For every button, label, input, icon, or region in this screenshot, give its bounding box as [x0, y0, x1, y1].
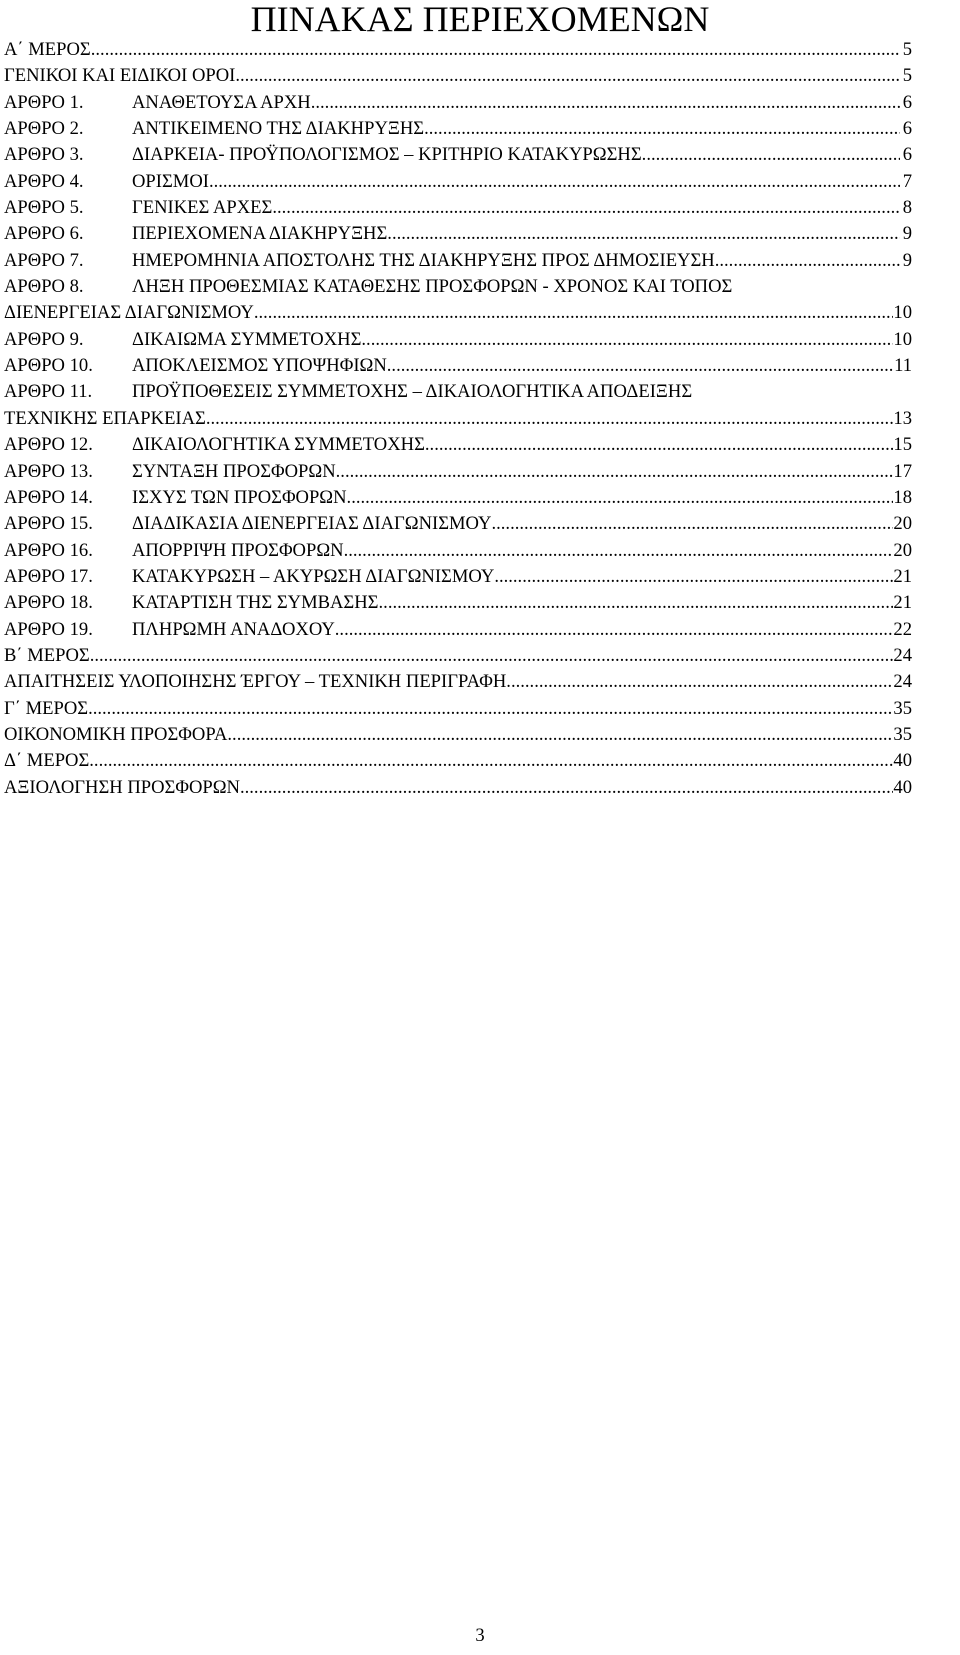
table-of-contents	[4, 37, 912, 801]
toc-entry-title: Α΄ ΜΕΡΟΣ	[4, 39, 91, 60]
toc-entry-title: Δ΄ ΜΕΡΟΣ	[4, 750, 90, 772]
toc-entry-line	[4, 590, 912, 616]
toc-entry-line	[4, 722, 912, 748]
toc-entry[interactable]	[4, 643, 912, 669]
toc-entry[interactable]	[4, 748, 912, 774]
toc-entry-title: ΟΙΚΟΝΟΜΙΚΗ ΠΡΟΣΦΟΡΑ	[4, 723, 228, 745]
toc-leader-dots	[227, 722, 893, 748]
toc-page-number: 10	[893, 328, 912, 350]
toc-leader-dots	[424, 116, 900, 142]
toc-entry-line	[4, 669, 912, 695]
toc-article-number: ΑΡΘΡΟ 18.	[4, 592, 93, 614]
toc-page-number: 18	[893, 486, 912, 508]
toc-entry-title: ΑΞΙΟΛΟΓΗΣΗ ΠΡΟΣΦΟΡΩΝ	[4, 776, 240, 798]
toc-page-number: 20	[893, 539, 912, 561]
toc-entry-line	[4, 142, 912, 168]
toc-leader-dots	[387, 221, 900, 247]
toc-entry[interactable]	[4, 353, 912, 379]
toc-entry-title: ΔΙΚΑΙΩΜΑ ΣΥΜΜΕΤΟΧΗΣ	[132, 328, 362, 350]
toc-entry-line	[4, 195, 912, 221]
toc-entry[interactable]	[4, 379, 912, 432]
toc-leader-dots	[347, 485, 894, 511]
toc-leader-dots	[425, 432, 894, 458]
toc-entry-title: ΑΠΟΡΡΙΨΗ ΠΡΟΣΦΟΡΩΝ	[132, 539, 344, 561]
toc-article-number: ΑΡΘΡΟ 15.	[4, 513, 93, 535]
toc-page-number: 24	[893, 671, 912, 693]
toc-article-number: ΑΡΘΡΟ 3.	[4, 144, 84, 166]
toc-entry-title: ΔΙΕΝΕΡΓΕΙΑΣ ΔΙΑΓΩΝΙΣΜΟΥ	[4, 302, 254, 324]
toc-entry-title: Β΄ ΜΕΡΟΣ	[4, 644, 90, 666]
toc-entry-line	[4, 37, 912, 63]
toc-article-number: ΑΡΘΡΟ 2.	[4, 118, 84, 140]
toc-leader-dots	[89, 748, 893, 774]
toc-entry-line	[4, 221, 912, 247]
toc-leader-dots	[506, 669, 893, 695]
toc-leader-dots	[311, 90, 900, 116]
toc-entry[interactable]	[4, 669, 912, 695]
toc-entry[interactable]	[4, 538, 912, 564]
toc-leader-dots	[387, 353, 894, 379]
toc-page-number: 17	[893, 460, 912, 482]
toc-leader-dots	[90, 643, 894, 669]
toc-entry-line	[4, 485, 912, 511]
toc-page-number: 20	[893, 513, 912, 535]
toc-page-number: 6	[902, 91, 912, 113]
toc-entry-title: ΔΙΑΔΙΚΑΣΙΑ ΔΙΕΝΕΡΓΕΙΑΣ ΔΙΑΓΩΝΙΣΜΟΥ	[132, 513, 492, 535]
toc-entry-title: ΑΝΤΙΚΕΙΜΕΝΟ ΤΗΣ ΔΙΑΚΗΡΥΞΗΣ	[132, 118, 425, 140]
toc-article-number: ΑΡΘΡΟ 1.	[4, 91, 84, 113]
toc-entry-line	[4, 300, 912, 326]
toc-page-number: 35	[893, 723, 912, 745]
toc-article-number: ΑΡΘΡΟ 5.	[4, 197, 84, 219]
toc-entry[interactable]	[4, 195, 912, 221]
toc-entry-title: ΔΙΚΑΙΟΛΟΓΗΤΙΚΑ ΣΥΜΜΕΤΟΧΗΣ	[132, 434, 425, 456]
toc-leader-dots	[379, 590, 894, 616]
toc-entry-title: ΑΠΟΚΛΕΙΣΜΟΣ ΥΠΟΨΗΦΙΩΝ	[132, 355, 387, 377]
toc-entry[interactable]	[4, 564, 912, 590]
toc-entry-line	[4, 748, 912, 774]
toc-entry-title: ΚΑΤΑΡΤΙΣΗ ΤΗΣ ΣΥΜΒΑΣΗΣ	[132, 592, 379, 614]
page-number: 3	[475, 1625, 485, 1646]
toc-entry-line	[4, 564, 912, 590]
toc-article-number: ΑΡΘΡΟ 10.	[4, 355, 93, 377]
toc-article-number: ΑΡΘΡΟ 19.	[4, 618, 93, 640]
toc-page-number: 40	[893, 776, 912, 798]
toc-page-number: 21	[893, 565, 912, 587]
toc-leader-dots	[344, 538, 894, 564]
toc-entry-line	[4, 538, 912, 564]
toc-entry[interactable]	[4, 432, 912, 458]
toc-entry[interactable]	[4, 116, 912, 142]
toc-entry-line	[4, 116, 912, 142]
toc-entry-line	[4, 327, 912, 353]
toc-entry-title: ΗΜΕΡΟΜΗΝΙΑ ΑΠΟΣΤΟΛΗΣ ΤΗΣ ΔΙΑΚΗΡΥΞΗΣ ΠΡΟΣ ΔΗΜΟΣΙΕΥΣΗ	[132, 249, 715, 271]
toc-leader-dots	[91, 37, 900, 63]
toc-entry-title: ΤΕΧΝΙΚΗΣ ΕΠΑΡΚΕΙΑΣ	[4, 407, 206, 429]
toc-page-number: 21	[893, 592, 912, 614]
toc-entry[interactable]	[4, 248, 912, 274]
toc-page-number: 5	[902, 39, 912, 60]
toc-article-number: ΑΡΘΡΟ 12.	[4, 434, 93, 456]
toc-article-number: ΑΡΘΡΟ 13.	[4, 460, 93, 482]
toc-entry[interactable]	[4, 696, 912, 722]
toc-entry[interactable]	[4, 63, 912, 89]
toc-entry-line	[4, 643, 912, 669]
toc-page-number: 15	[893, 434, 912, 456]
toc-entry[interactable]	[4, 37, 912, 63]
toc-entry-title: ΙΣΧΥΣ ΤΩΝ ΠΡΟΣΦΟΡΩΝ	[132, 486, 347, 508]
toc-page-number: 8	[902, 197, 912, 219]
toc-article-number: ΑΡΘΡΟ 16.	[4, 539, 93, 561]
toc-article-number: ΑΡΘΡΟ 11.	[4, 381, 93, 403]
toc-leader-dots	[494, 564, 893, 590]
toc-entry-line	[4, 274, 912, 300]
toc-leader-dots	[336, 459, 894, 485]
toc-entry-title: ΓΕΝΙΚΕΣ ΑΡΧΕΣ	[132, 197, 273, 219]
toc-entry-title: ΟΡΙΣΜΟΙ	[132, 170, 209, 192]
toc-entry-title: ΛΗΞΗ ΠΡΟΘΕΣΜΙΑΣ ΚΑΤΑΘΕΣΗΣ ΠΡΟΣΦΟΡΩΝ - ΧΡΟΝΟΣ ΚΑΙ ΤΟΠΟΣ	[132, 276, 733, 298]
page-title: ΠΙΝΑΚΑΣ ΠΕΡΙΕΧΟΜΕΝΩΝ	[250, 0, 710, 39]
toc-entry-line	[4, 511, 912, 537]
toc-entry[interactable]	[4, 590, 912, 616]
toc-entry-title: ΣΥΝΤΑΞΗ ΠΡΟΣΦΟΡΩΝ	[132, 460, 336, 482]
toc-entry-title: ΓΕΝΙΚΟΙ ΚΑΙ ΕΙΔΙΚΟΙ ΟΡΟΙ.	[4, 65, 240, 87]
toc-article-number: ΑΡΘΡΟ 4.	[4, 170, 84, 192]
toc-entry[interactable]	[4, 274, 912, 327]
toc-entry-line	[4, 90, 912, 116]
toc-article-number: ΑΡΘΡΟ 8.	[4, 276, 84, 298]
toc-leader-dots	[209, 169, 900, 195]
toc-entry[interactable]	[4, 90, 912, 116]
toc-page-number: 9	[902, 249, 912, 271]
toc-entry-line	[4, 379, 912, 405]
toc-entry-line	[4, 432, 912, 458]
toc-entry[interactable]	[4, 169, 912, 195]
toc-entry[interactable]	[4, 722, 912, 748]
toc-entry-title: ΠΛΗΡΩΜΗ ΑΝΑΔΟΧΟΥ	[132, 618, 335, 640]
toc-entry[interactable]	[4, 459, 912, 485]
toc-entry-title: ΔΙΑΡΚΕΙΑ- ΠΡΟΫΠΟΛΟΓΙΣΜΟΣ – ΚΡΙΤΗΡΙΟ ΚΑΤΑΚΥΡΩΣΗΣ	[132, 144, 642, 166]
toc-article-number: ΑΡΘΡΟ 6.	[4, 223, 84, 245]
toc-entry-line	[4, 63, 912, 89]
toc-leader-dots	[88, 696, 893, 722]
toc-entry-line	[4, 169, 912, 195]
toc-entry[interactable]	[4, 142, 912, 168]
toc-page-number: 7	[902, 170, 912, 192]
toc-entry-title: ΑΠΑΙΤΗΣΕΙΣ ΥΛΟΠΟΙΗΣΗΣ ΈΡΓΟΥ – ΤΕΧΝΙΚΗ ΠΕΡΙΓΡΑΦΗ	[4, 671, 507, 693]
toc-page-number: 11	[894, 355, 912, 377]
toc-entry-title: ΚΑΤΑΚΥΡΩΣΗ – ΑΚΥΡΩΣΗ ΔΙΑΓΩΝΙΣΜΟΥ	[132, 565, 495, 587]
toc-entry[interactable]	[4, 221, 912, 247]
toc-entry[interactable]	[4, 485, 912, 511]
toc-entry[interactable]	[4, 775, 912, 801]
toc-entry-line	[4, 248, 912, 274]
toc-entry-line	[4, 617, 912, 643]
toc-entry[interactable]	[4, 617, 912, 643]
toc-entry-line	[4, 353, 912, 379]
toc-page-number: 24	[893, 644, 912, 666]
toc-leader-dots	[240, 63, 900, 89]
toc-article-number: ΑΡΘΡΟ 17.	[4, 565, 93, 587]
toc-page-number: 5	[902, 65, 912, 87]
toc-page-number: 22	[893, 618, 912, 640]
toc-entry-title: ΠΡΟΫΠΟΘΕΣΕΙΣ ΣΥΜΜΕΤΟΧΗΣ – ΔΙΚΑΙΟΛΟΓΗΤΙΚΑ ΑΠΟΔΕΙΞΗΣ	[132, 381, 693, 403]
toc-leader-dots	[491, 511, 893, 537]
toc-article-number: ΑΡΘΡΟ 7.	[4, 249, 84, 271]
toc-page-number: 6	[902, 144, 912, 166]
toc-entry-line	[4, 406, 912, 432]
toc-leader-dots	[361, 327, 893, 353]
toc-entry-title: ΑΝΑΘΕΤΟΥΣΑ ΑΡΧΗ	[132, 91, 311, 113]
toc-page-number: 35	[893, 697, 912, 719]
toc-entry[interactable]	[4, 327, 912, 353]
toc-entry[interactable]	[4, 511, 912, 537]
toc-entry-title: ΠΕΡΙΕΧΟΜΕΝΑ ΔΙΑΚΗΡΥΞΗΣ	[132, 223, 388, 245]
toc-leader-dots	[206, 406, 894, 432]
toc-page-number: 10	[893, 302, 912, 324]
toc-page-number: 9	[902, 223, 912, 245]
toc-leader-dots	[240, 775, 893, 801]
toc-article-number: ΑΡΘΡΟ 9.	[4, 328, 84, 350]
toc-entry-line	[4, 459, 912, 485]
toc-entry-line	[4, 775, 912, 801]
toc-entry-line	[4, 696, 912, 722]
toc-leader-dots	[272, 195, 900, 221]
toc-leader-dots	[715, 248, 900, 274]
toc-leader-dots	[642, 142, 900, 168]
toc-leader-dots	[335, 617, 894, 643]
toc-page-number: 40	[893, 750, 912, 772]
toc-entry-title: Γ΄ ΜΕΡΟΣ	[4, 697, 89, 719]
toc-leader-dots	[254, 300, 894, 326]
toc-page-number: 13	[893, 407, 912, 429]
toc-article-number: ΑΡΘΡΟ 14.	[4, 486, 93, 508]
toc-page-number: 6	[902, 118, 912, 140]
